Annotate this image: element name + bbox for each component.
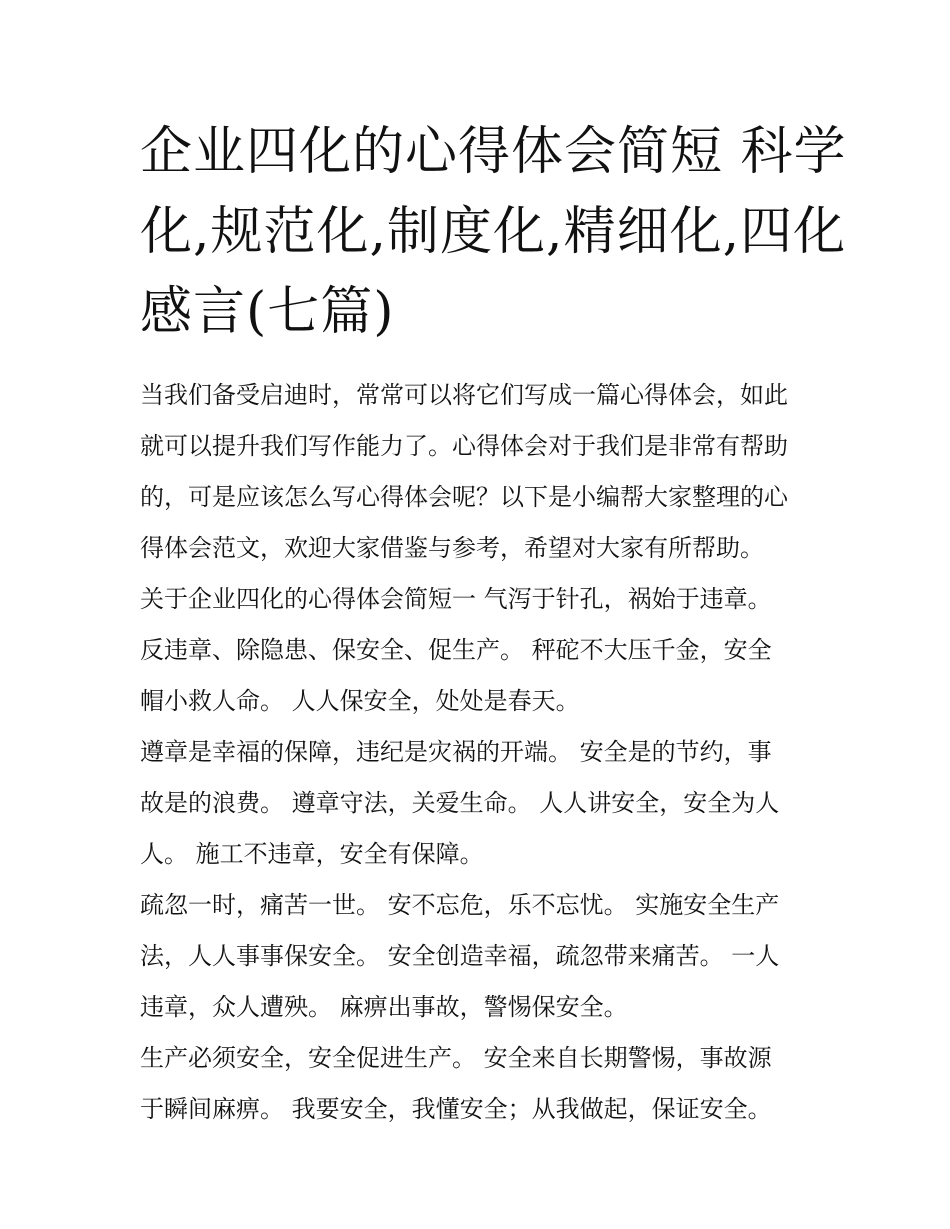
intro-paragraph [140, 370, 820, 574]
body-paragraph [140, 1033, 820, 1135]
text-line: 帽小救人命。 人人保安全，处处是春天。 [140, 687, 580, 715]
text-line: 法，人人事事保安全。 安全创造幸福，疏忽带来痛苦。 一人 [140, 942, 780, 970]
title-line: 企业四化的心得体会简短 科学 [140, 122, 847, 182]
text-line: 反违章、除隐患、保安全、促生产。 秤砣不大压千金，安全 [140, 636, 772, 664]
text-line: 违章，众人遭殃。 麻痹出事故，警惕保安全。 [140, 993, 628, 1021]
text-line: 的，可是应该怎么写心得体会呢？以下是小编帮大家整理的心 [140, 483, 788, 511]
title-line: 化,规范化,制度化,精细化,四化 [140, 202, 847, 262]
text-line: 生产必须安全，安全促进生产。 安全来自长期警惕，事故源 [140, 1044, 772, 1072]
text-line: 于瞬间麻痹。 我要安全，我懂安全；从我做起，保证安全。 [140, 1095, 772, 1123]
text-line: 得体会范文，欢迎大家借鉴与参考，希望对大家有所帮助。 [140, 534, 764, 562]
body-paragraph [140, 880, 820, 1033]
text-line: 人。 施工不违章，安全有保障。 [140, 840, 484, 868]
text-line: 遵章是幸福的保障，违纪是灾祸的开端。 安全是的节约，事 [140, 738, 772, 766]
title-line: 感言(七篇) [140, 282, 395, 342]
body-paragraph [140, 574, 820, 727]
text-line: 当我们备受启迪时，常常可以将它们写成一篇心得体会，如此 [140, 381, 788, 409]
text-line: 故是的浪费。 遵章守法，关爱生命。 人人讲安全，安全为人 [140, 789, 780, 817]
text-line: 就可以提升我们写作能力了。心得体会对于我们是非常有帮助 [140, 432, 788, 460]
text-line: 疏忽一时，痛苦一世。 安不忘危，乐不忘忧。 实施安全生产 [140, 891, 780, 919]
document-body [140, 112, 847, 1135]
document-title [140, 112, 847, 352]
body-paragraph [140, 727, 820, 880]
text-line: 关于企业四化的心得体会简短一 气泻于针孔，祸始于违章。 [140, 585, 772, 613]
